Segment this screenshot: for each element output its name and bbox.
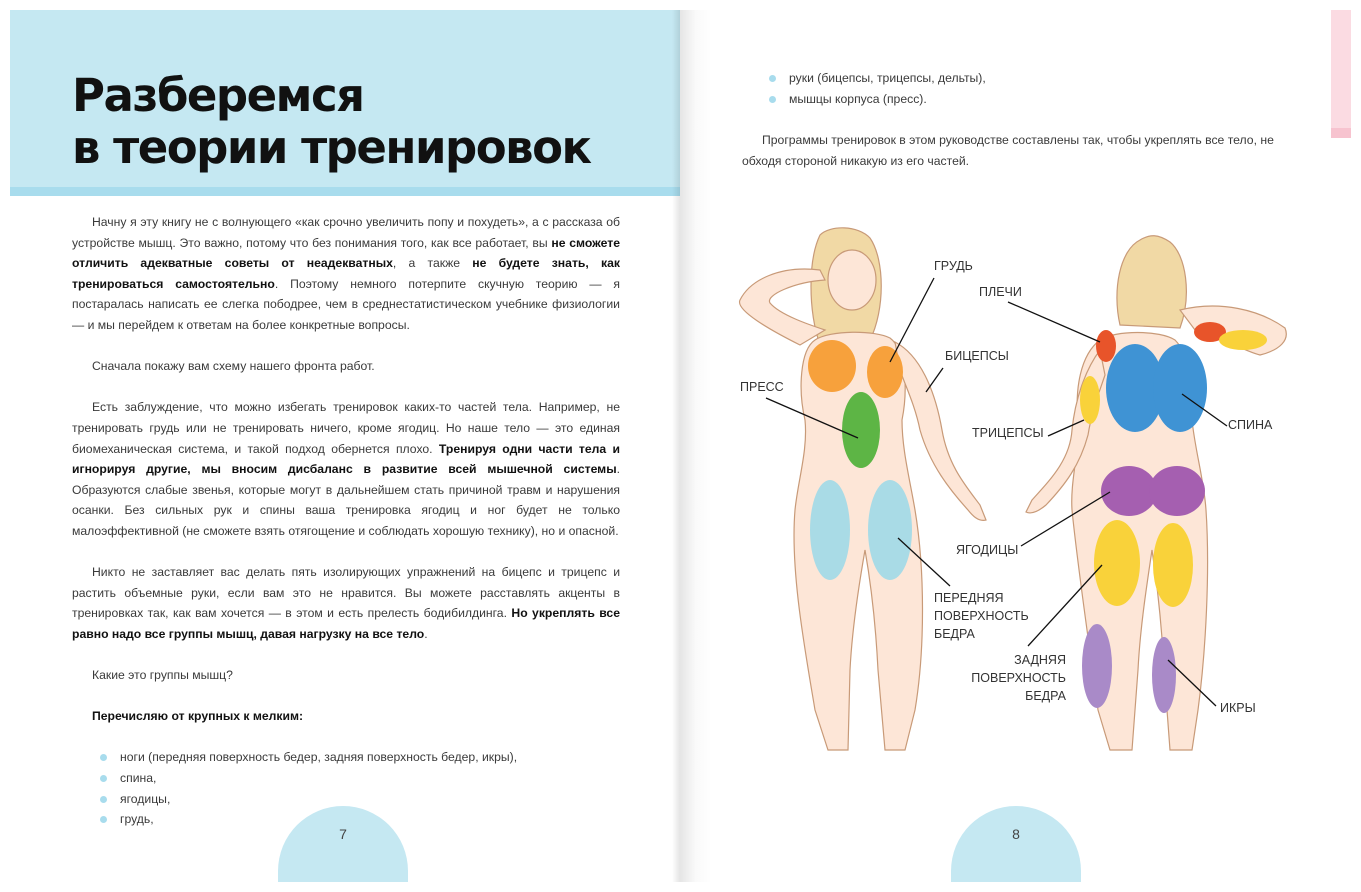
bold-run: не сможете отличить адекватные советы от неадекватных: [72, 235, 620, 271]
muscle-rear-thigh-right: [1153, 523, 1193, 607]
text-run: Есть заблуждение, что можно избегать тренировок каких-то частей тела. Например, не тренировать грудь или не тренировать ничего, кроме ягодиц. Но наше тело — это единая биомеханическая система, и такой подход обернется плохо.: [72, 400, 620, 456]
muscle-glute-right: [1149, 466, 1205, 516]
page-number-badge: [951, 806, 1081, 882]
muscle-triceps-right: [1219, 330, 1267, 350]
page-number: 7: [339, 826, 347, 842]
paragraph-programs: Программы тренировок в этом руководстве составлены так, чтобы укреплять все тело, не обходя стороной никакую из его частей.: [742, 133, 1274, 168]
muscle-calf-right: [1152, 637, 1176, 713]
chapter-title-line-2: в теории тренировок: [72, 121, 591, 174]
text-run: Никто не заставляет вас делать пять изолирующих упражнений на бицепс и трицепс и растить объемные руки, если вам это не нравится. Вы можете расставлять акценты в тренировках так, как вам хочется — в этом и есть прелесть бодибилдинга.: [72, 565, 620, 621]
muscle-abs: [842, 392, 880, 468]
muscle-front-thigh-right: [868, 480, 912, 580]
paragraph-scheme: Сначала покажу вам схему нашего фронта работ.: [92, 359, 375, 374]
chapter-header-strip: [10, 187, 680, 196]
label-front-thigh-2: ПОВЕРХНОСТЬ: [934, 609, 1029, 623]
label-glutes: ЯГОДИЦЫ: [956, 543, 1019, 557]
list-item: руки (бицепсы, трицепсы, дельты),: [769, 68, 986, 89]
muscle-triceps-left: [1080, 376, 1100, 424]
label-rear-thigh-3: БЕДРА: [1025, 689, 1066, 703]
list-item: спина,: [100, 768, 620, 789]
muscle-front-thigh-left: [810, 480, 850, 580]
list-item: мышцы корпуса (пресс).: [769, 89, 986, 110]
left-page: [10, 10, 680, 882]
list-heading: Перечисляю от крупных к мелким:: [92, 709, 304, 724]
text-run: . Образуются слабые звенья, которые могут в дальнейшем стать причиной травм и нарушения осанки. Без сильных рук и спины ваша тренировка ягодиц и ног будет не только малоэффективной (не сможете взять отягощение и соблюдать хорошую технику), но и опасной.: [72, 462, 620, 538]
muscle-shoulder-left: [1096, 330, 1116, 362]
paragraph-question: Какие это группы мышц?: [92, 668, 233, 683]
muscle-back-right: [1153, 344, 1207, 432]
label-biceps: БИЦЕПСЫ: [945, 349, 1009, 363]
paragraph-misconception: [72, 397, 620, 541]
text-run: . Поэтому немного потерпите скучную теорию — я постаралась написать ее слегка пободрее, чем в среднестатистическом учебнике физиологии — и мы перейдем к ответам на более конкретные вопросы.: [72, 276, 620, 332]
page-number: 8: [1012, 826, 1020, 842]
list-item: ноги (передняя поверхность бедер, задняя поверхность бедер, икры),: [100, 747, 620, 768]
bold-run: Тренируя одни части тела и игнорируя другие, мы вносим дисбаланс в развитие всей мышечной системы: [72, 441, 620, 477]
label-front-thigh-1: ПЕРЕДНЯЯ: [934, 591, 1004, 605]
muscle-glute-left: [1101, 466, 1157, 516]
label-rear-thigh-1: ЗАДНЯЯ: [1014, 653, 1066, 667]
text-run: .: [424, 626, 428, 641]
muscle-map-illustration: [680, 10, 1351, 790]
bold-run: Но укреплять все равно надо все группы мышц, давая нагрузку на все тело: [72, 606, 620, 641]
text-run: Начну я эту книгу не с волнующего «как срочно увеличить попу и похудеть», а с рассказа об устройстве мышц. Это важно, потому что без понимания того, как все работает, вы: [72, 215, 620, 250]
label-rear-thigh-2: ПОВЕРХНОСТЬ: [971, 671, 1066, 685]
label-triceps: ТРИЦЕПСЫ: [972, 426, 1044, 440]
list-item: грудь,: [100, 809, 620, 830]
label-front-thigh-3: БЕДРА: [934, 627, 975, 641]
label-shoulders: ПЛЕЧИ: [979, 285, 1022, 299]
label-chest: ГРУДЬ: [934, 259, 973, 273]
front-body-figure: [740, 228, 986, 750]
paragraph-accents: [72, 562, 620, 644]
label-back: СПИНА: [1228, 418, 1273, 432]
muscle-chest-right: [867, 346, 903, 398]
body-text: [72, 212, 620, 830]
muscle-calf-left: [1082, 624, 1112, 708]
chapter-title: [72, 70, 591, 174]
list-item: ягодицы,: [100, 789, 620, 810]
bold-run: не будете знать, как тренироваться самостоятельно: [72, 256, 620, 291]
label-abs: ПРЕСС: [740, 380, 784, 394]
muscle-chest-left: [808, 340, 856, 392]
paragraph-intro: [72, 212, 620, 336]
muscle-rear-thigh-left: [1094, 520, 1140, 606]
label-calves: ИКРЫ: [1220, 701, 1256, 715]
text-run: , а также: [392, 256, 473, 271]
chapter-title-line-1: Разберемся: [72, 69, 364, 122]
